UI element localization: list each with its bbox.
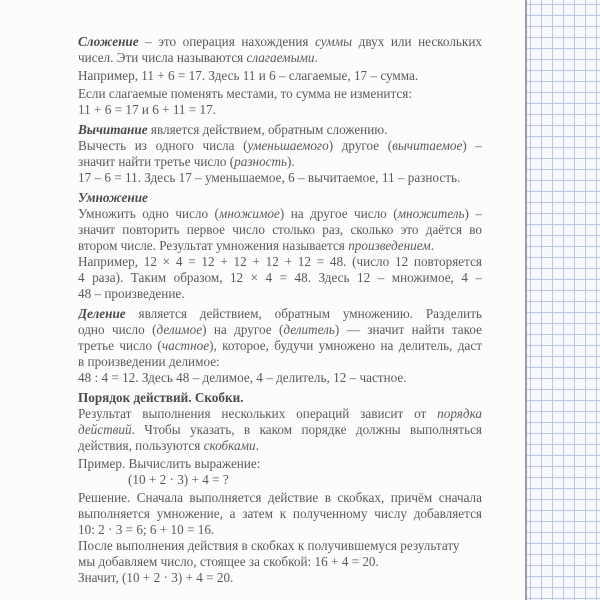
text-line xyxy=(78,456,482,472)
text-segment: ) другое ( xyxy=(328,138,393,153)
text-segment: в произведении делимое: xyxy=(78,354,220,369)
text-line xyxy=(78,138,482,154)
text-line xyxy=(78,554,482,570)
text-segment: Значит, (10 + 2 · 3) + 4 = 20. xyxy=(78,570,234,585)
text-segment: . xyxy=(430,238,435,253)
bold-term: Умножение xyxy=(78,190,148,205)
text-segment: 17 – 6 = 11. Здесь 17 – уменьшаемое, 6 – вычитаемое, 11 – разность. xyxy=(78,170,461,185)
bold-term: Сложение xyxy=(78,34,139,49)
page-text xyxy=(78,34,482,588)
italic-term: множимое xyxy=(218,206,280,221)
text-segment: одно число ( xyxy=(78,322,157,337)
text-segment: является действием, обратным умножению. Разделить xyxy=(125,306,482,321)
text-line xyxy=(78,222,482,238)
italic-term: делитель xyxy=(283,322,335,337)
text-segment: выполняется умножение, а затем к полученному числу добавляется xyxy=(78,506,482,521)
text-line xyxy=(78,306,482,322)
text-line xyxy=(78,270,482,286)
text-line xyxy=(78,34,482,50)
text-line xyxy=(78,122,482,138)
graph-paper-background xyxy=(527,0,600,600)
text-segment: . xyxy=(255,438,259,453)
paragraph xyxy=(78,68,482,84)
text-segment: Например, 12 × 4 = 12 + 12 + 12 + 12 = 48. (число 12 повторяется xyxy=(78,254,482,269)
text-segment: 11 + 6 = 17 и 6 + 11 = 17. xyxy=(78,102,217,117)
paragraph xyxy=(78,86,482,118)
text-segment: чисел. Эти числа называются xyxy=(78,50,247,65)
text-segment: 48 : 4 = 12. Здесь 48 – делимое, 4 – делитель, 12 – частное. xyxy=(78,370,407,385)
text-segment: Пример. Вычислить выражение: xyxy=(78,456,261,471)
italic-term: делимое xyxy=(156,322,203,337)
italic-term: уменьшаемого xyxy=(247,138,329,153)
text-line xyxy=(78,170,482,186)
text-segment: ). xyxy=(287,154,295,169)
bold-term: Порядок действий. Скобки. xyxy=(78,390,244,405)
text-line xyxy=(78,490,482,506)
italic-term: действий xyxy=(78,422,132,437)
italic-term: частное xyxy=(161,338,210,353)
paragraph xyxy=(78,490,482,586)
text-segment: (10 + 2 · 3) + 4 = ? xyxy=(128,472,229,487)
text-segment: ) — значит найти такое xyxy=(334,322,482,337)
text-line xyxy=(78,538,482,554)
italic-term: произведением xyxy=(348,238,431,253)
text-segment: Результат выполнения нескольких операций зависит от xyxy=(78,406,438,421)
text-segment: втором числе. Результат умножения называется xyxy=(78,238,349,253)
text-line xyxy=(78,206,482,222)
italic-term: слагаемыми xyxy=(246,50,315,65)
text-segment: ) – xyxy=(464,206,482,221)
text-segment: . Чтобы указать, в каком порядке должны выполняться xyxy=(131,422,482,437)
paragraph xyxy=(78,456,482,488)
text-segment: Например, 11 + 6 = 17. Здесь 11 и 6 – слагаемые, 17 – сумма. xyxy=(78,68,419,83)
text-segment: ) на другое число ( xyxy=(279,206,398,221)
text-segment: ) на другое ( xyxy=(202,322,284,337)
text-line xyxy=(78,354,482,370)
text-line xyxy=(78,472,482,488)
text-segment: 10: 2 · 3 = 6; 6 + 10 = 16. xyxy=(78,522,215,537)
text-segment: 4 раза). Таким образом, 12 × 4 = 48. Здесь 12 – множимое, 4 – xyxy=(78,270,482,285)
text-segment: двух или нескольких xyxy=(352,34,482,49)
text-line xyxy=(78,570,482,586)
text-line xyxy=(78,102,482,118)
text-line xyxy=(78,438,482,454)
bold-term: Деление xyxy=(78,306,126,321)
text-segment: 48 – произведение. xyxy=(78,286,185,301)
text-segment: Решение. Сначала выполняется действие в скобках, причём сначала xyxy=(78,490,482,505)
text-segment: ) – xyxy=(462,138,482,153)
italic-term: вычитаемое xyxy=(392,138,463,153)
italic-term: порядка xyxy=(437,406,482,421)
paragraph xyxy=(78,390,482,454)
italic-term: разность xyxy=(234,154,287,169)
text-segment: После выполнения действия в скобках к получившемуся результату xyxy=(78,538,460,553)
text-segment: является действием, обратным сложению. xyxy=(147,122,388,137)
text-line xyxy=(78,254,482,270)
text-line xyxy=(78,190,482,206)
paragraph xyxy=(78,190,482,302)
text-line xyxy=(78,522,482,538)
text-segment: Умножить одно число ( xyxy=(78,206,219,221)
paragraph xyxy=(78,34,482,66)
paragraph xyxy=(78,306,482,386)
text-segment: мы добавляем число, стоящее за скобкой: 16 + 4 = 20. xyxy=(78,554,379,569)
italic-term: скобками xyxy=(203,438,256,453)
text-line xyxy=(78,238,482,254)
text-line xyxy=(78,68,482,84)
text-segment: третье число ( xyxy=(78,338,162,353)
text-segment: . xyxy=(314,50,318,65)
italic-term: множитель xyxy=(397,206,465,221)
text-line xyxy=(78,406,482,422)
text-segment: действия, пользуются xyxy=(78,438,204,453)
text-segment: ), которое, будучи умножено на делитель, даст xyxy=(209,338,482,353)
text-line xyxy=(78,286,482,302)
text-line xyxy=(78,370,482,386)
paragraph xyxy=(78,122,482,186)
text-line xyxy=(78,338,482,354)
text-line xyxy=(78,154,482,170)
text-line xyxy=(78,422,482,438)
text-segment: значит найти третье число ( xyxy=(78,154,235,169)
text-segment: значит повторить первое число столько раз, сколько это даётся во xyxy=(78,222,482,237)
text-segment: Вычесть из одного числа ( xyxy=(78,138,248,153)
text-line xyxy=(78,50,482,66)
text-line xyxy=(78,322,482,338)
text-line xyxy=(78,86,482,102)
text-segment: Если слагаемые поменять местами, то сумма не изменится: xyxy=(78,86,412,101)
bold-term: Вычитание xyxy=(78,122,148,137)
text-line xyxy=(78,506,482,522)
text-line xyxy=(78,390,482,406)
italic-term: суммы xyxy=(315,34,353,49)
text-segment: – это операция нахождения xyxy=(138,34,316,49)
